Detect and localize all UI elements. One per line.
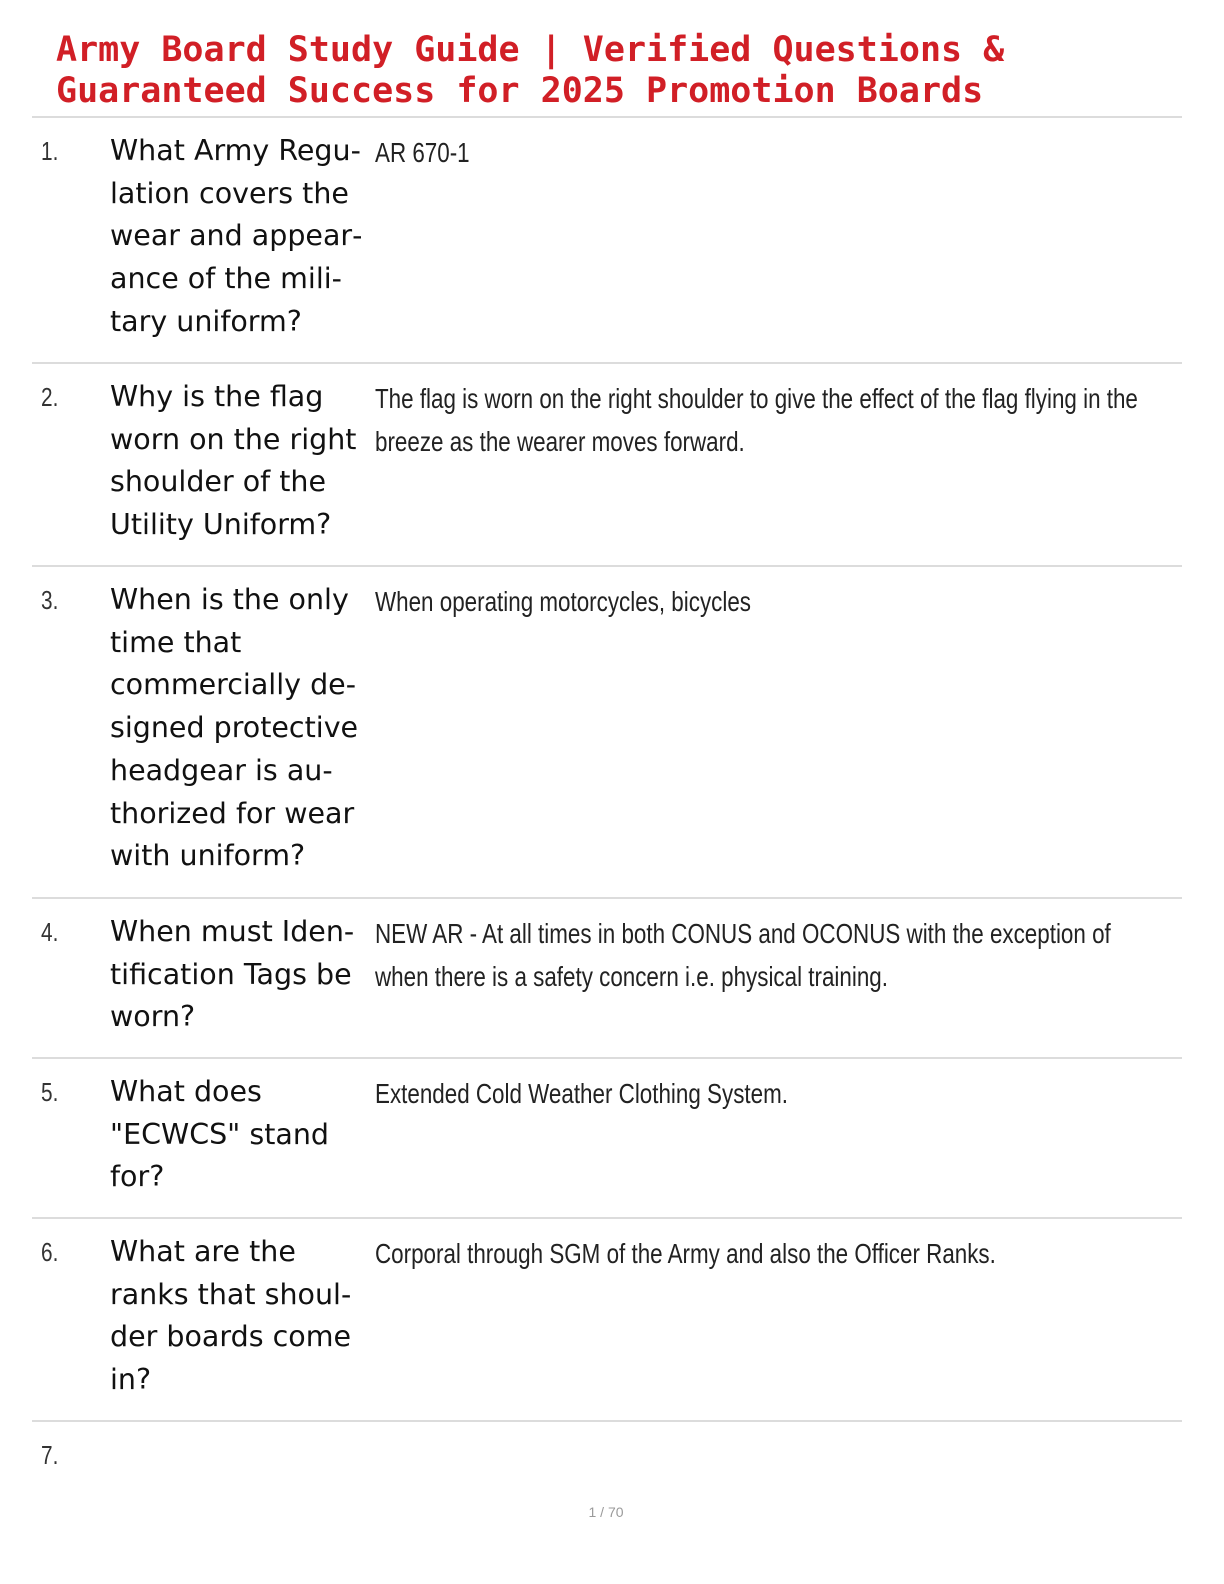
question-text: What Army Regulation covers the wear and appearance of the military uniform? [110, 134, 363, 338]
qa-item [32, 118, 1182, 364]
document-title-line-1: Army Board Study Guide | Verified Questions & [56, 30, 1005, 70]
qa-item [32, 1219, 1182, 1422]
question-text: What does "ECWCS" stand for? [110, 1075, 329, 1194]
item-number: 1. [41, 136, 59, 166]
qa-item [32, 364, 1182, 567]
qa-item [32, 567, 1182, 899]
item-number: 4. [41, 917, 59, 947]
item-number: 2. [41, 382, 59, 412]
answer-text: NEW AR - At all times in both CONUS and OCONUS with the exception of when there is a safety concern i.e. physical training. [375, 918, 1111, 992]
document-title [56, 30, 1156, 112]
answer-text: AR 670-1 [375, 137, 470, 168]
page-indicator: 1 / 70 [588, 1504, 624, 1520]
item-number: 6. [41, 1237, 59, 1267]
question-text: When must Identification Tags be worn? [110, 915, 355, 1034]
answer-text: Extended Cold Weather Clothing System. [375, 1078, 788, 1109]
question-text: Why is the flag worn on the right shoulder of the Utility Uniform? [110, 380, 357, 542]
question-text: When is the only time that commercially designed protective headgear is authorized for wear with uniform? [110, 583, 359, 873]
question-text: What are the ranks that shoulder boards come in? [110, 1235, 352, 1397]
qa-item [32, 1059, 1182, 1219]
answer-text: When operating motorcycles, bicycles [375, 586, 751, 617]
answer-text: The flag is worn on the right shoulder to give the effect of the flag flying in the breeze as the wearer moves forward. [375, 383, 1138, 457]
document-title-line-2: Guaranteed Success for 2025 Promotion Boards [56, 71, 984, 111]
item-number: 5. [41, 1077, 59, 1107]
qa-item [32, 1422, 1182, 1492]
qa-item [32, 899, 1182, 1059]
item-number: 7. [41, 1440, 59, 1470]
answer-text: Corporal through SGM of the Army and also the Officer Ranks. [375, 1238, 996, 1269]
question-answer-list [32, 118, 1182, 1492]
item-number: 3. [41, 585, 59, 615]
